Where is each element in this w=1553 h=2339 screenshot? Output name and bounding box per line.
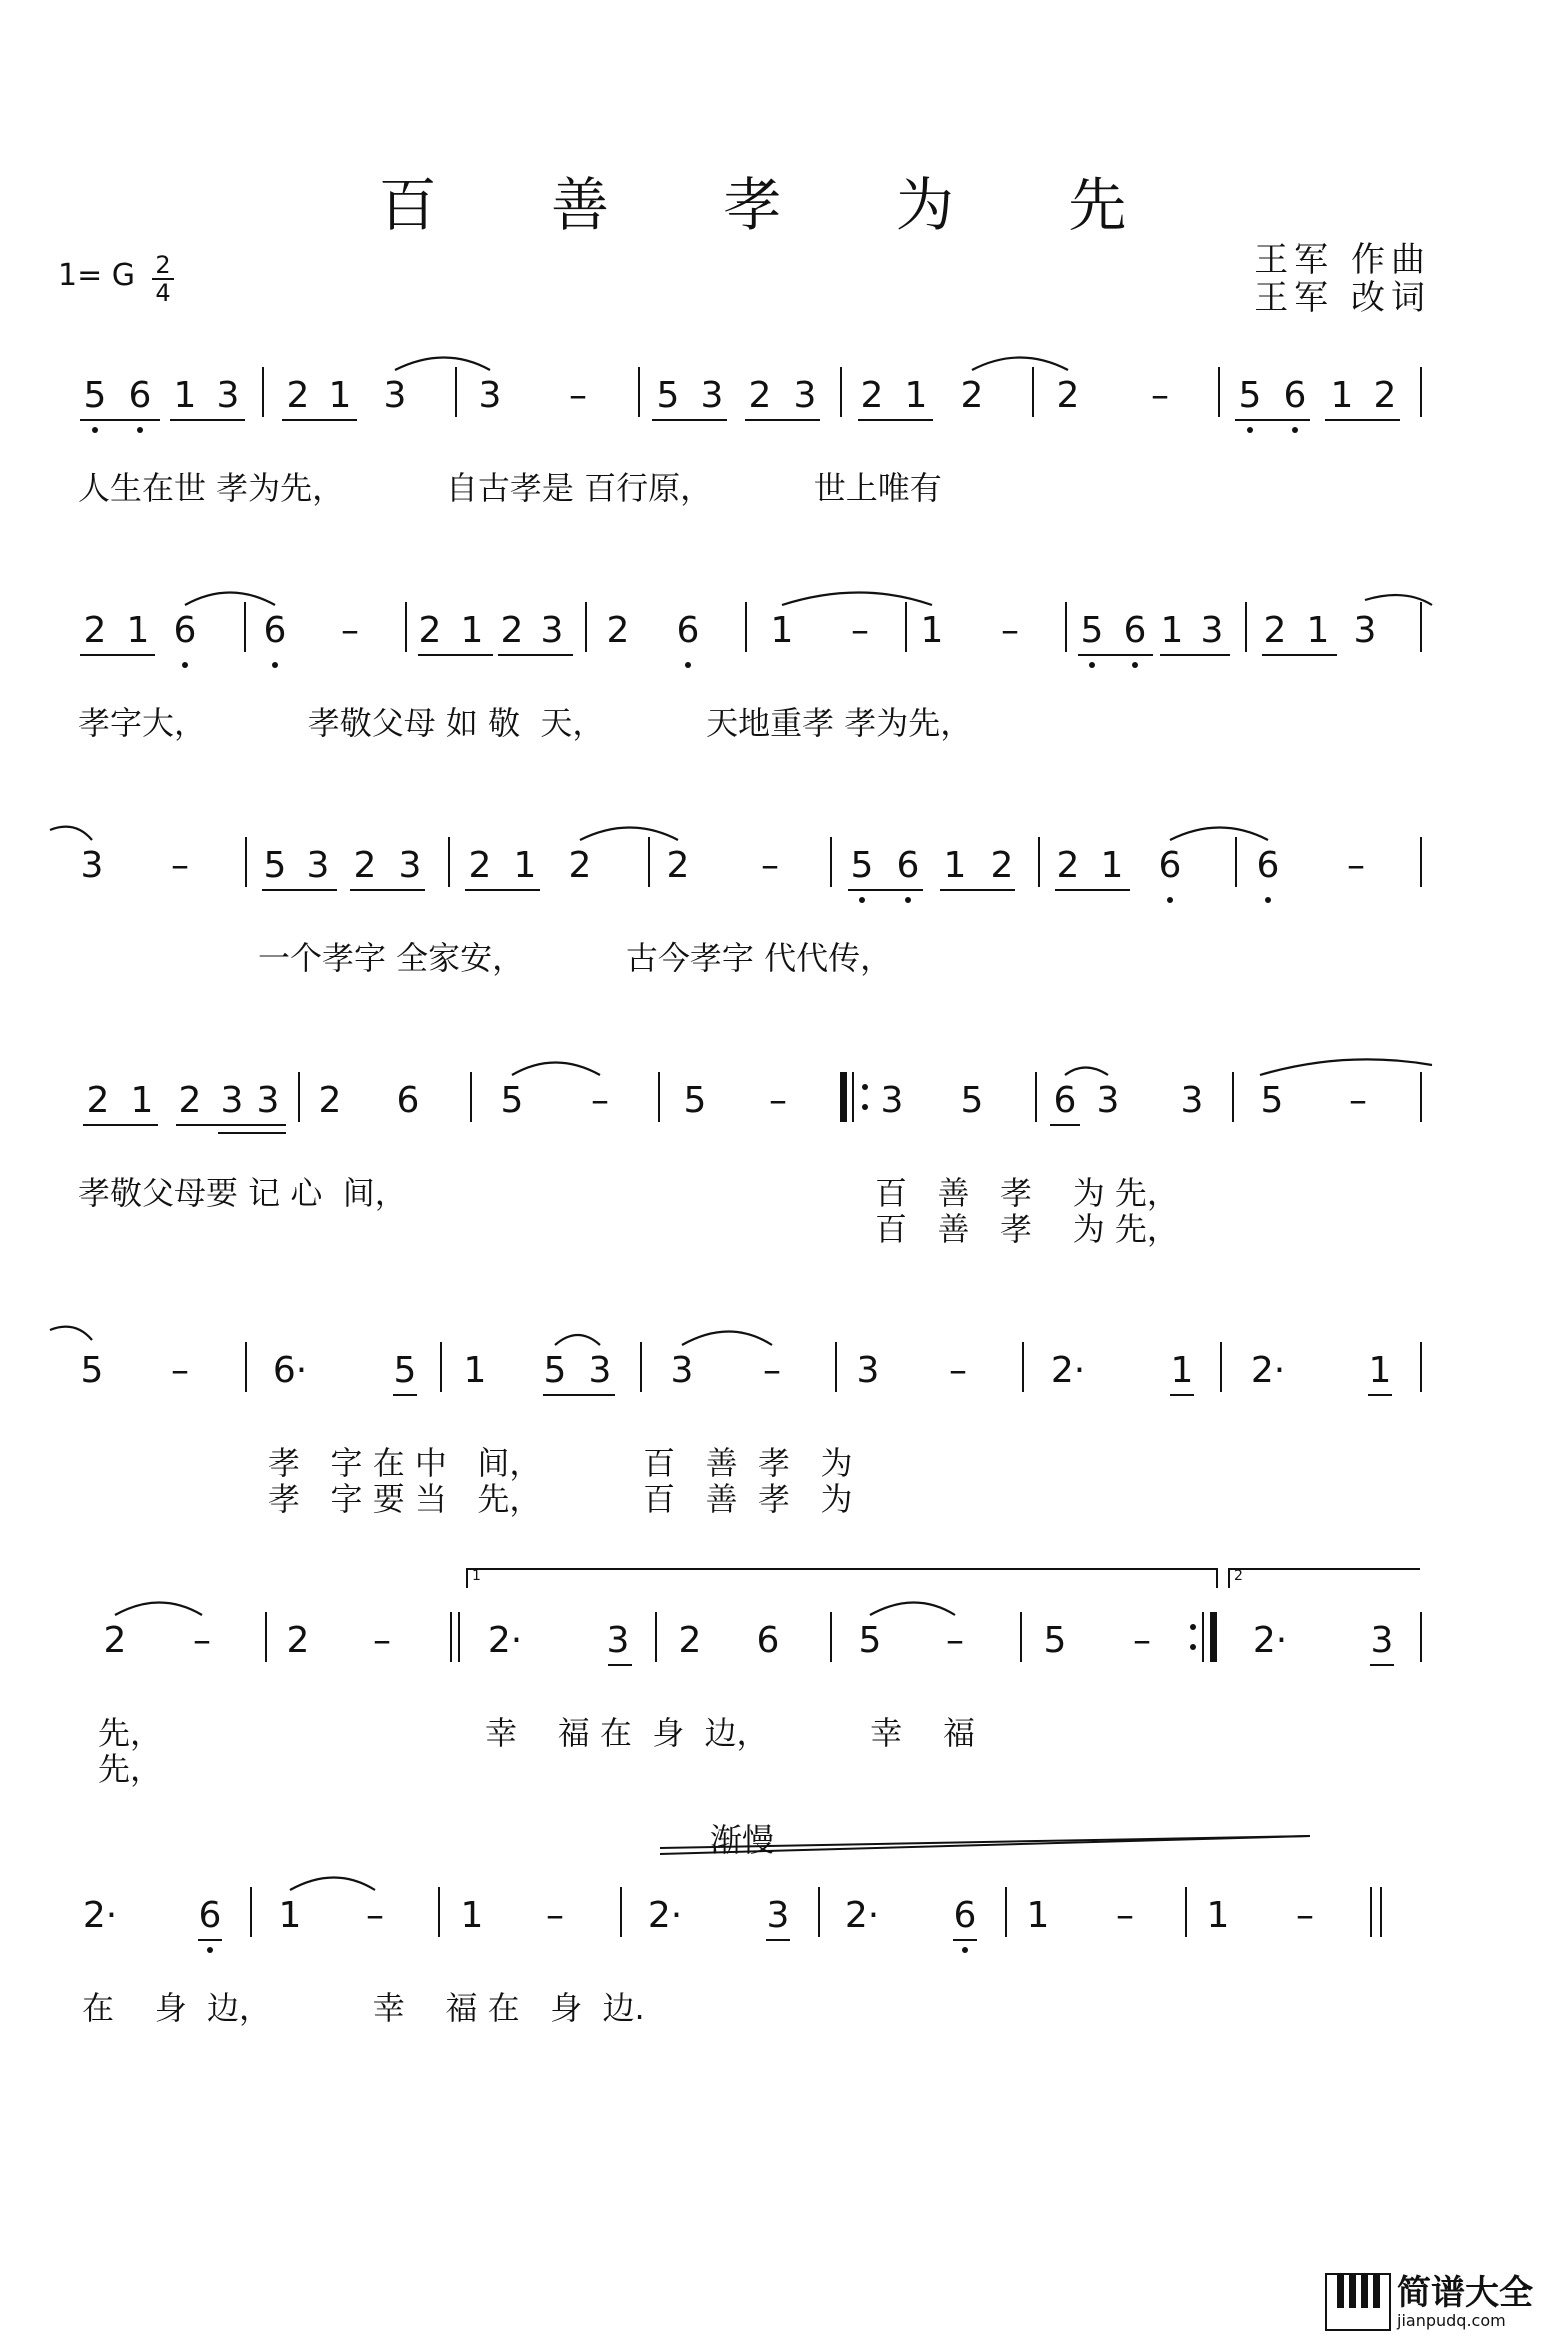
note: – <box>546 1895 564 1936</box>
note: 5 <box>393 1350 417 1391</box>
note: 6 <box>173 610 197 651</box>
note: 3 <box>1353 610 1377 651</box>
note: 1 <box>943 845 967 886</box>
note: – <box>591 1080 609 1121</box>
note: 2· <box>1250 1350 1286 1391</box>
note: – <box>569 375 587 416</box>
note: 1 <box>278 1895 302 1936</box>
tie <box>512 1063 600 1076</box>
lyrics: 一个孝字 全家安， 古今孝字 代代传， <box>258 939 893 977</box>
note: 6 <box>953 1895 977 1936</box>
note: 2 <box>990 845 1014 886</box>
tie <box>50 1327 92 1340</box>
watermark-logo <box>1325 2273 1533 2331</box>
note: 2 <box>748 375 772 416</box>
note: 5 <box>858 1620 882 1661</box>
note: 6 <box>896 845 920 886</box>
tie <box>290 1878 375 1891</box>
note: 6 <box>676 610 700 651</box>
tie <box>580 828 678 841</box>
note: 6 <box>263 610 287 651</box>
note: – <box>851 610 869 651</box>
note: 3 <box>1096 1080 1120 1121</box>
time-sig-top: 2 <box>155 251 171 279</box>
slur <box>555 1335 600 1345</box>
note: 3 <box>540 610 564 651</box>
note: 3 <box>256 1080 280 1121</box>
slur <box>1065 1068 1108 1076</box>
lyrics-refrain-1: 百 善 孝 为 先， <box>875 1174 1179 1212</box>
note: 3 <box>1180 1080 1204 1121</box>
note: 2 <box>286 375 310 416</box>
note: 5 <box>1043 1620 1067 1661</box>
lyricist-credit: 王军 改词 <box>1254 278 1431 318</box>
note: 3 <box>398 845 422 886</box>
note: 3 <box>383 375 407 416</box>
note: 6 <box>1256 845 1280 886</box>
note: 2 <box>353 845 377 886</box>
note: 2· <box>487 1620 523 1661</box>
volta-2-label: 2 <box>1234 1568 1243 1584</box>
tie <box>782 593 932 606</box>
note: – <box>761 845 779 886</box>
note: – <box>366 1895 384 1936</box>
note: 2 <box>666 845 690 886</box>
note: 2 <box>178 1080 202 1121</box>
note: 5 <box>850 845 874 886</box>
note: – <box>171 845 189 886</box>
note: 1 <box>920 610 944 651</box>
note: 2 <box>318 1080 342 1121</box>
note: 2 <box>1373 375 1397 416</box>
note: 2· <box>844 1895 880 1936</box>
note: – <box>1151 375 1169 416</box>
note: 2 <box>960 375 984 416</box>
note: 3 <box>588 1350 612 1391</box>
lyrics: 孝字大， 孝敬父母 如 敬 天， 天地重孝 孝为先， <box>78 704 973 742</box>
note: – <box>171 1350 189 1391</box>
lyrics-verse-2: 孝 字 要 当 先， 百 善 孝 为 <box>268 1480 853 1518</box>
note: 1 <box>328 375 352 416</box>
note: – <box>763 1350 781 1391</box>
note: 2 <box>1056 845 1080 886</box>
note: 1 <box>770 610 794 651</box>
tie <box>1365 595 1432 605</box>
note: 5 <box>1260 1080 1284 1121</box>
note: – <box>946 1620 964 1661</box>
tie <box>870 1603 955 1616</box>
note: 5 <box>656 375 680 416</box>
note: 6 <box>756 1620 780 1661</box>
note: 1 <box>1368 1350 1392 1391</box>
note: 1 <box>173 375 197 416</box>
note: 2 <box>1263 610 1287 651</box>
lyrics: 人生在世 孝为先， 自古孝是 百行原， 世上唯有 <box>78 469 942 507</box>
lyrics-verse-1: 先， <box>98 1714 163 1752</box>
tie <box>50 827 92 840</box>
composer-credit: 王军 作曲 <box>1254 240 1431 280</box>
note: – <box>373 1620 391 1661</box>
note: 3 <box>216 375 240 416</box>
note: 1 <box>1206 1895 1230 1936</box>
note: 1 <box>513 845 537 886</box>
note: 1 <box>460 1895 484 1936</box>
note: 3 <box>478 375 502 416</box>
note: 6 <box>1158 845 1182 886</box>
note: 1 <box>1026 1895 1050 1936</box>
note: 2 <box>86 1080 110 1121</box>
note: 2· <box>1252 1620 1288 1661</box>
note: – <box>1001 610 1019 651</box>
note: 1 <box>1100 845 1124 886</box>
note: 5 <box>500 1080 524 1121</box>
note: 2 <box>606 610 630 651</box>
note: 3 <box>606 1620 630 1661</box>
slur <box>1260 1059 1432 1075</box>
note: – <box>1116 1895 1134 1936</box>
key-signature: 1= G <box>58 258 136 293</box>
watermark-name: 简谱大全 <box>1397 2272 1533 2313</box>
note: 3 <box>1200 610 1224 651</box>
note: 5 <box>543 1350 567 1391</box>
note: 3 <box>1370 1620 1394 1661</box>
note: – <box>1133 1620 1151 1661</box>
lyrics: 幸 福 在 身 边， 幸 福 <box>485 1714 975 1752</box>
note: 2 <box>860 375 884 416</box>
tie <box>395 358 490 371</box>
note: 5 <box>83 375 107 416</box>
tie <box>1170 828 1268 841</box>
volta-1-label: 1 <box>472 1568 481 1584</box>
lyrics: 孝敬父母要 记 心 间， <box>78 1174 407 1212</box>
time-sig-bottom: 4 <box>155 279 171 307</box>
note: – <box>1349 1080 1367 1121</box>
note: 1 <box>130 1080 154 1121</box>
note: 1 <box>904 375 928 416</box>
note: 2· <box>647 1895 683 1936</box>
note: 6 <box>1283 375 1307 416</box>
note: – <box>949 1350 967 1391</box>
note: 2 <box>468 845 492 886</box>
note: 3 <box>766 1895 790 1936</box>
note: 1 <box>1306 610 1330 651</box>
song-title: 百 善 孝 为 先 <box>378 171 1175 239</box>
note: 5 <box>1238 375 1262 416</box>
note: 1 <box>1330 375 1354 416</box>
note: 6 <box>128 375 152 416</box>
note: 2 <box>83 610 107 651</box>
note: 5 <box>1080 610 1104 651</box>
note: 5 <box>263 845 287 886</box>
note: 6 <box>396 1080 420 1121</box>
note: 1 <box>460 610 484 651</box>
note: 5 <box>960 1080 984 1121</box>
lyrics-verse-2: 先， <box>98 1750 163 1788</box>
note: 6 <box>1053 1080 1077 1121</box>
note: 3 <box>306 845 330 886</box>
note: 2 <box>418 610 442 651</box>
note: 2 <box>103 1620 127 1661</box>
tie <box>185 593 275 606</box>
diminuendo-wedge <box>660 1836 1310 1854</box>
note: 2· <box>1050 1350 1086 1391</box>
note: 3 <box>856 1350 880 1391</box>
note: 6 <box>1123 610 1147 651</box>
note: 2 <box>568 845 592 886</box>
note: 3 <box>220 1080 244 1121</box>
watermark-url: jianpudq.com <box>1397 2310 1506 2330</box>
note: 1 <box>463 1350 487 1391</box>
lyrics-refrain-2: 百 善 孝 为 先， <box>875 1210 1179 1248</box>
note: – <box>193 1620 211 1661</box>
tempo-marking: 渐慢 <box>710 1821 775 1859</box>
note: 3 <box>793 375 817 416</box>
note: 1 <box>1160 610 1184 651</box>
note: 1 <box>126 610 150 651</box>
note: 3 <box>670 1350 694 1391</box>
note: 3 <box>880 1080 904 1121</box>
note: – <box>1347 845 1365 886</box>
piano-icon <box>1325 2273 1391 2331</box>
tie <box>115 1603 202 1616</box>
lyrics: 在 身 边， 幸 福 在 身 边. <box>82 1989 645 2027</box>
tie <box>682 1332 772 1346</box>
note: 6 <box>198 1895 222 1936</box>
tie <box>972 358 1068 371</box>
note: – <box>1296 1895 1314 1936</box>
note: 2 <box>286 1620 310 1661</box>
note: 6· <box>272 1350 308 1391</box>
note: 2 <box>678 1620 702 1661</box>
note: 2 <box>1056 375 1080 416</box>
lyrics-verse-1: 孝 字 在 中 间， 百 善 孝 为 <box>268 1444 853 1482</box>
note: 5 <box>683 1080 707 1121</box>
note: 3 <box>700 375 724 416</box>
note: 1 <box>1170 1350 1194 1391</box>
note: 2· <box>82 1895 118 1936</box>
note: 2 <box>500 610 524 651</box>
note: 3 <box>80 845 104 886</box>
note: – <box>769 1080 787 1121</box>
note: – <box>341 610 359 651</box>
note: 5 <box>80 1350 104 1391</box>
